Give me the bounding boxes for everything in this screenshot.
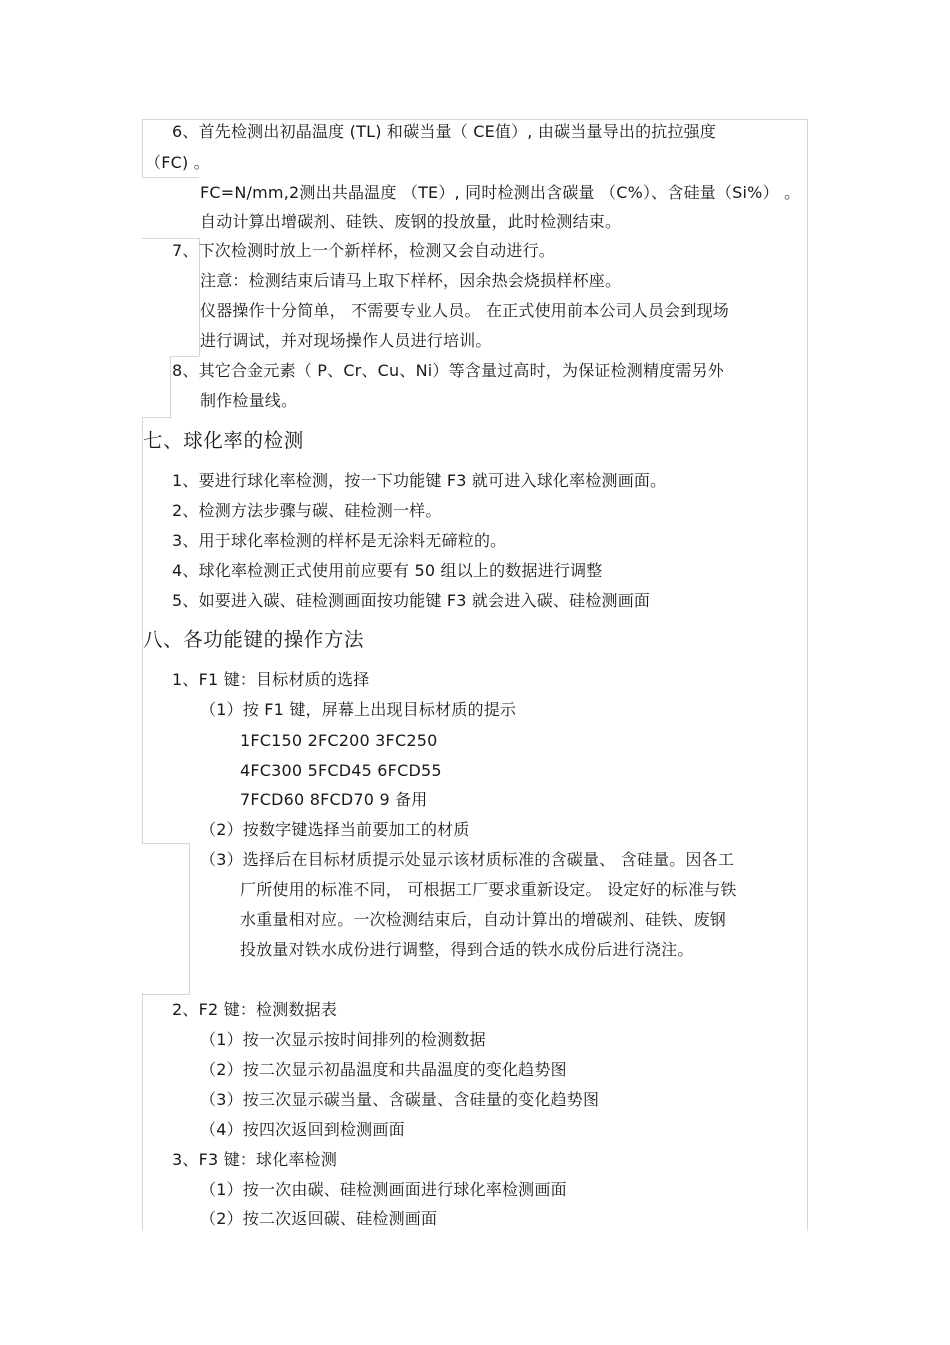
frame-cell-row8-left [170,356,171,418]
section-8-heading: 八、各功能键的操作方法 [143,628,365,651]
frame-cell-row8-bottom [142,417,171,418]
item-6-line-4: 自动计算出增碳剂、硅铁、废钢的投放量，此时检测结束。 [200,212,622,231]
material-row-3: 7FCD60 8FCD70 9 备用 [240,790,428,809]
frame-cell-row7 [142,238,199,239]
f1-title: 1、F1 键：目标材质的选择 [172,670,370,689]
f1-step-2: （2）按数字键选择当前要加工的材质 [200,820,470,839]
frame-right-line [807,119,808,1231]
section-7-item-5: 5、如要进入碳、硅检测画面按功能键 F3 就会进入碳、硅检测画面 [172,591,651,610]
f2-step-3: （3）按三次显示碳当量、含碳量、含硅量的变化趋势图 [200,1090,600,1109]
f2-title: 2、F2 键：检测数据表 [172,1000,338,1019]
section-7-item-4: 4、球化率检测正式使用前应要有 50 组以上的数据进行调整 [172,561,603,580]
f1-step-3-line-4: 投放量对铁水成份进行调整，得到合适的铁水成份后进行浇注。 [240,940,694,959]
f3-step-2: （2）按二次返回碳、硅检测画面 [200,1209,438,1228]
section-7-item-3: 3、用于球化率检测的样杯是无涂料无碲粒的。 [172,531,507,550]
f3-step-1: （1）按一次由碳、硅检测画面进行球化率检测画面 [200,1180,567,1199]
material-row-2: 4FC300 5FCD45 6FCD55 [240,761,442,780]
f2-step-1: （1）按一次显示按时间排列的检测数据 [200,1030,486,1049]
item-8-line-2: 制作检量线。 [200,391,298,410]
f1-step-3-line-1: （3）选择后在目标材质提示处显示该材质标准的含碳量、 含硅量。因各工 [200,850,735,869]
section-7-heading: 七、球化率的检测 [143,429,304,452]
frame-cell-f1-box [142,843,190,995]
f2-step-2: （2）按二次显示初晶温度和共晶温度的变化趋势图 [200,1060,567,1079]
item-8-line-1: 8、其它合金元素（ P、Cr、Cu、Ni）等含量过高时，为保证检测精度需另外 [172,361,724,380]
item-6-line-3: FC=N/mm,2测出共晶温度 （TE）, 同时检测出含碳量 （C%）、含硅量（Si%） 。 [200,183,801,202]
f1-step-3-line-3: 水重量相对应。一次检测结束后，自动计算出的增碳剂、硅铁、废钢 [240,910,727,929]
operation-line-2: 进行调试，并对现场操作人员进行培训。 [200,331,492,350]
operation-line-1: 仪器操作十分简单， 不需要专业人员。 在正式使用前本公司人员会到现场 [200,301,729,320]
f2-step-4: （4）按四次返回到检测画面 [200,1120,405,1139]
frame-left-line-bottom [142,993,143,1231]
frame-left-line-top [142,119,143,177]
f1-step-3-line-2: 厂所使用的标准不同， 可根据工厂要求重新设定。 设定好的标准与铁 [240,880,737,899]
frame-cell-row6 [142,177,199,178]
section-7-item-2: 2、检测方法步骤与碳、硅检测一样。 [172,501,442,520]
note-line: 注意：检测结束后请马上取下样杯，因余热会烧损样杯座。 [200,271,622,290]
f1-step-1: （1）按 F1 键，屏幕上出现目标材质的提示 [200,700,517,719]
material-row-1: 1FC150 2FC200 3FC250 [240,731,438,750]
frame-cell-note-bottom [170,356,199,357]
item-6-line-2: （FC) 。 [145,153,210,172]
section-7-item-1: 1、要进行球化率检测，按一下功能键 F3 就可进入球化率检测画面。 [172,471,667,490]
f3-title: 3、F3 键：球化率检测 [172,1150,338,1169]
item-6-line-1: 6、首先检测出初晶温度 (TL) 和碳当量（ CE值）, 由碳当量导出的抗拉强度 [172,122,717,141]
frame-top-line [142,119,808,120]
item-7: 7、下次检测时放上一个新样杯，检测又会自动进行。 [172,241,555,260]
